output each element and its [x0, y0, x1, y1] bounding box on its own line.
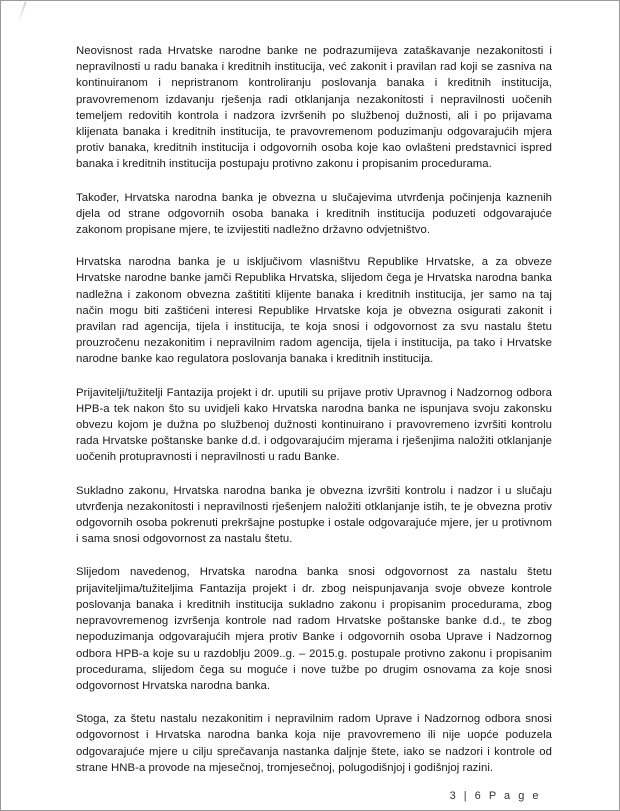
paragraph: Neovisnost rada Hrvatske narodne banke ne podrazumijeva zataškavanje nezakonitosti i nepravilnosti u radu banaka i kreditnih institucija, već zakonit i pravilan rad koji se zasniva na kontinuiranom i nepristranom kontroliranju poslovanja banaka i kreditnih institucija, pravovremenom izdavanju rješenja radi otklanjanja nezakonitosti i nepravilnosti uočenih temeljem redovitih kontrola i nadzora izvršenih po službenoj dužnosti, ali i po prijavama klijenata banaka i kreditnih institucija, te pravovremenom poduzimanju odgovarajućih mjera protiv banaka, kreditnih institucija i odgovornih osoba koje kao ovlašteni predstavnici ispred banaka i kreditnih institucija postupaju protivno zakonu i propisanim procedurama.	[76, 45, 552, 171]
paragraph: Također, Hrvatska narodna banka je obvezna u slučajevima utvrđenja počinjenja kaznenih djela od strane odgovornih osoba banaka i kreditnih institucija poduzeti odgovarajuće zakonom propisane mjere, te izvijestiti nadležno državno odvjetništvo.	[76, 191, 552, 237]
paragraph: Sukladno zakonu, Hrvatska narodna banka je obvezna izvršiti kontrolu i nadzor i u slučaju utvrđenja nezakonitosti i nepravilnosti rješenjem naložiti otklanjanje istih, te je obvezna protiv odgovornih osoba pokrenuti prekršajne postupke i ostale odgovarajuće mjere, jer u protivnom i sama snosi odgovornost za nastalu štetu.	[76, 484, 552, 546]
document-body	[76, 43, 552, 793]
paragraph: Stoga, za štetu nastalu nezakonitim i nepravilnim radom Uprave i Nadzornog odbora snosi odgovornost i Hrvatska narodna banka koja nije pravovremeno ili nije uopće poduzela odgovarajuće mjere u cilju sprečavanja nastanka daljnje štete, iako se nadzori i kontrole od strane HNB-a provode na mjesečnoj, tromjesečnoj, polugodišnjoj i godišnjoj razini.	[76, 713, 552, 774]
scan-artifact	[17, 1, 26, 22]
paragraph: Slijedom navedenog, Hrvatska narodna banka snosi odgovornost za nastalu štetu prijaviteljima/tužiteljima Fantazija projekt i dr. zbog neispunjavanja svoje obveze kontrole poslovanja banaka i kreditnih institucija sukladno zakonu i propisanim procedurama, zbog nepravovremenog izvršenja kontrole nad radom Hrvatske poštanske banke d.d., te zbog nepoduzimanja odgovarajućih mjera protiv Banke i odgovornih osoba Uprave i Nadzornog odbora HPB-a koje su u razdoblju 2009..g. – 2015.g. postupale protivno zakonu i propisanim procedurama, slijedom čega su moguće i nove tužbe po drugim osnovama za koje snosi odgovornost Hrvatska narodna banka.	[76, 566, 552, 692]
page-number-footer: 3 | 6 P a g e	[449, 790, 541, 802]
paragraph: Hrvatska narodna banka je u isključivom vlasništvu Republike Hrvatske, a za obveze Hrvatske narodne banke jamči Republika Hrvatska, slijedom čega je Hrvatska narodna banka nadležna i zakonom obvezna zaštititi klijente banaka i kreditnih institucija, jer samo na taj način mogu biti zaštićeni interesi Republike Hrvatske koja je obvezna osigurati zakonit i pravilan rad agencija, tijela i institucija, te koja snosi i odgovornost za svu nastalu štetu prouzročenu nezakonitim i nepravilnim radom agencija, tijela i institucija, pa tako i Hrvatske narodne banke kao regulatora poslovanja banaka i kreditnih institucija.	[76, 256, 552, 366]
paragraph: Prijavitelji/tužitelji Fantazija projekt i dr. uputili su prijave protiv Upravnog i Nadzornog odbora HPB-a tek nakon što su uvidjeli kako Hrvatska narodna banka ne ispunjava svoju zakonsku obvezu kojom je dužna po službenoj dužnosti kontinuirano i pravovremeno izvršiti kontrolu rada Hrvatske poštanske banke d.d. i odgovarajućim mjerama i rješenjima naložiti otklanjanje uočenih protupravnosti i nepravilnosti u radu Banke.	[76, 386, 552, 464]
